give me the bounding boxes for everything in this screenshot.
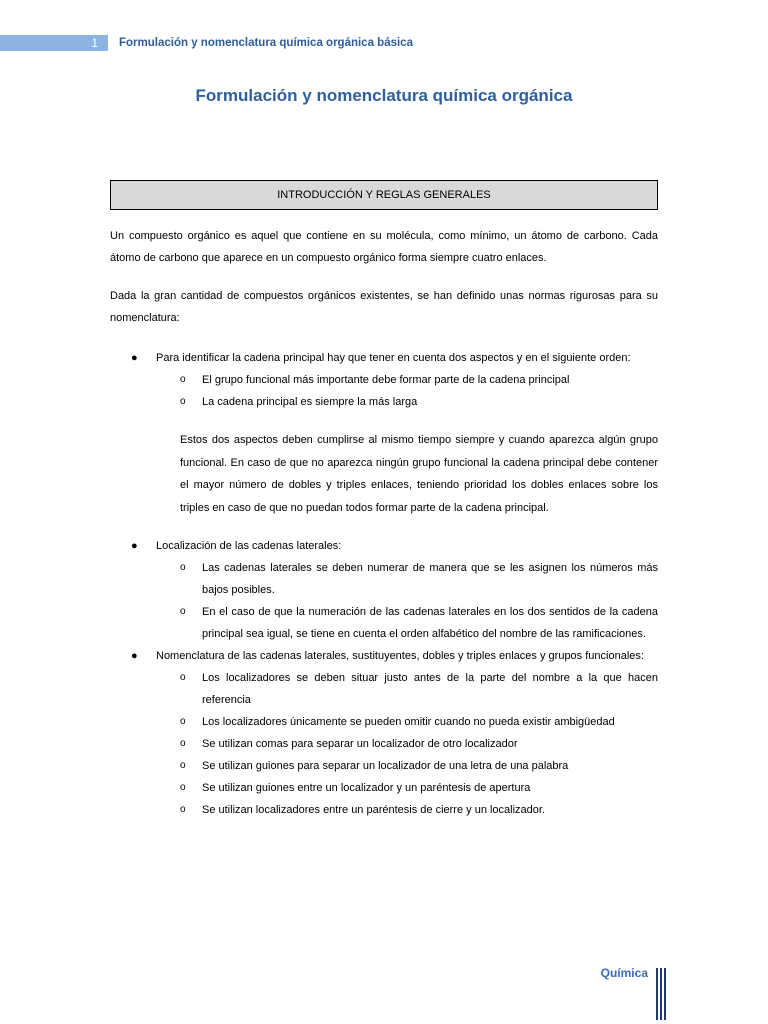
sub-list	[156, 667, 658, 821]
rule-item	[110, 347, 658, 519]
bullet-icon: ●	[131, 352, 138, 364]
sub-item-text: Se utilizan localizadores entre un paréntesis de cierre y un localizador.	[202, 804, 546, 816]
circle-bullet-icon: o	[180, 606, 186, 617]
circle-bullet-icon: o	[180, 804, 186, 815]
rule-item	[110, 535, 658, 645]
document-title: Formulación y nomenclatura química orgánica	[195, 86, 573, 105]
bullet-icon: ●	[131, 650, 138, 662]
rule-text: Nomenclatura de las cadenas laterales, sustituyentes, dobles y triples enlaces y grupos funcionales:	[156, 650, 644, 662]
sub-list	[156, 557, 658, 645]
section-heading: INTRODUCCIÓN Y REGLAS GENERALES	[110, 180, 658, 210]
circle-bullet-icon: o	[180, 396, 186, 407]
circle-bullet-icon: o	[180, 716, 186, 727]
sub-item	[156, 777, 658, 799]
sub-item-text: Los localizadores se deben situar justo antes de la parte del nombre a la que hacen referencia	[202, 672, 658, 706]
paragraph: Un compuesto orgánico es aquel que contiene en su molécula, como mínimo, un átomo de carbono. Cada átomo de carbono que aparece en un compuesto orgánico forma siempre cuatro enlaces.	[110, 230, 658, 264]
circle-bullet-icon: o	[180, 672, 186, 683]
circle-bullet-icon: o	[180, 760, 186, 771]
circle-bullet-icon: o	[180, 374, 186, 385]
footer-rule	[656, 968, 658, 1020]
rule-text: Localización de las cadenas laterales:	[156, 540, 342, 552]
header-title: Formulación y nomenclatura química orgánica básica	[119, 37, 413, 49]
rule-item	[110, 645, 658, 821]
sub-item-text: En el caso de que la numeración de las cadenas laterales en los dos sentidos de la cadena principal sea igual, se tiene en cuenta el orden alfabético del nombre de las ramificaciones.	[202, 606, 658, 640]
rules-list	[110, 347, 658, 821]
sub-item-text: Se utilizan guiones para separar un localizador de una letra de una palabra	[202, 760, 569, 772]
sub-item	[156, 369, 658, 391]
rule-text: Para identificar la cadena principal hay que tener en cuenta dos aspectos y en el siguiente orden:	[156, 352, 631, 364]
sub-list	[156, 369, 658, 413]
sub-item-text: La cadena principal es siempre la más larga	[202, 396, 418, 408]
footer-label: Química	[600, 966, 648, 980]
footer-rule	[664, 968, 666, 1020]
sub-item-text: El grupo funcional más importante debe formar parte de la cadena principal	[202, 374, 570, 386]
sub-item-text: Se utilizan guiones entre un localizador y un paréntesis de apertura	[202, 782, 531, 794]
sub-item	[156, 733, 658, 755]
circle-bullet-icon: o	[180, 738, 186, 749]
page-number: 1	[0, 35, 108, 51]
sub-item	[156, 755, 658, 777]
sub-item-text: Los localizadores únicamente se pueden omitir cuando no pueda existir ambigüedad	[202, 716, 615, 728]
paragraph: Dada la gran cantidad de compuestos orgánicos existentes, se han definido unas normas rigurosas para su nomenclatura:	[110, 290, 658, 324]
circle-bullet-icon: o	[180, 782, 186, 793]
sub-item	[156, 667, 658, 711]
circle-bullet-icon: o	[180, 562, 186, 573]
sub-item	[156, 557, 658, 601]
sub-item	[156, 601, 658, 645]
document-body	[110, 225, 658, 821]
bullet-icon: ●	[131, 540, 138, 552]
rule-note: Estos dos aspectos deben cumplirse al mismo tiempo siempre y cuando aparezca algún grupo funcional. En caso de que no aparezca ningún grupo funcional la cadena principal debe contener el mayor número de dobles y triples enlaces, teniendo prioridad los dobles enlaces sobre los triples en caso de que no puedan todos formar parte de la cadena principal.	[180, 434, 658, 514]
sub-item	[156, 391, 658, 413]
footer-rule	[660, 968, 662, 1020]
sub-item-text: Las cadenas laterales se deben numerar de manera que se les asignen los números más bajos posibles.	[202, 562, 658, 596]
sub-item	[156, 711, 658, 733]
sub-item-text: Se utilizan comas para separar un localizador de otro localizador	[202, 738, 518, 750]
page-header	[0, 35, 768, 51]
sub-item	[156, 799, 658, 821]
